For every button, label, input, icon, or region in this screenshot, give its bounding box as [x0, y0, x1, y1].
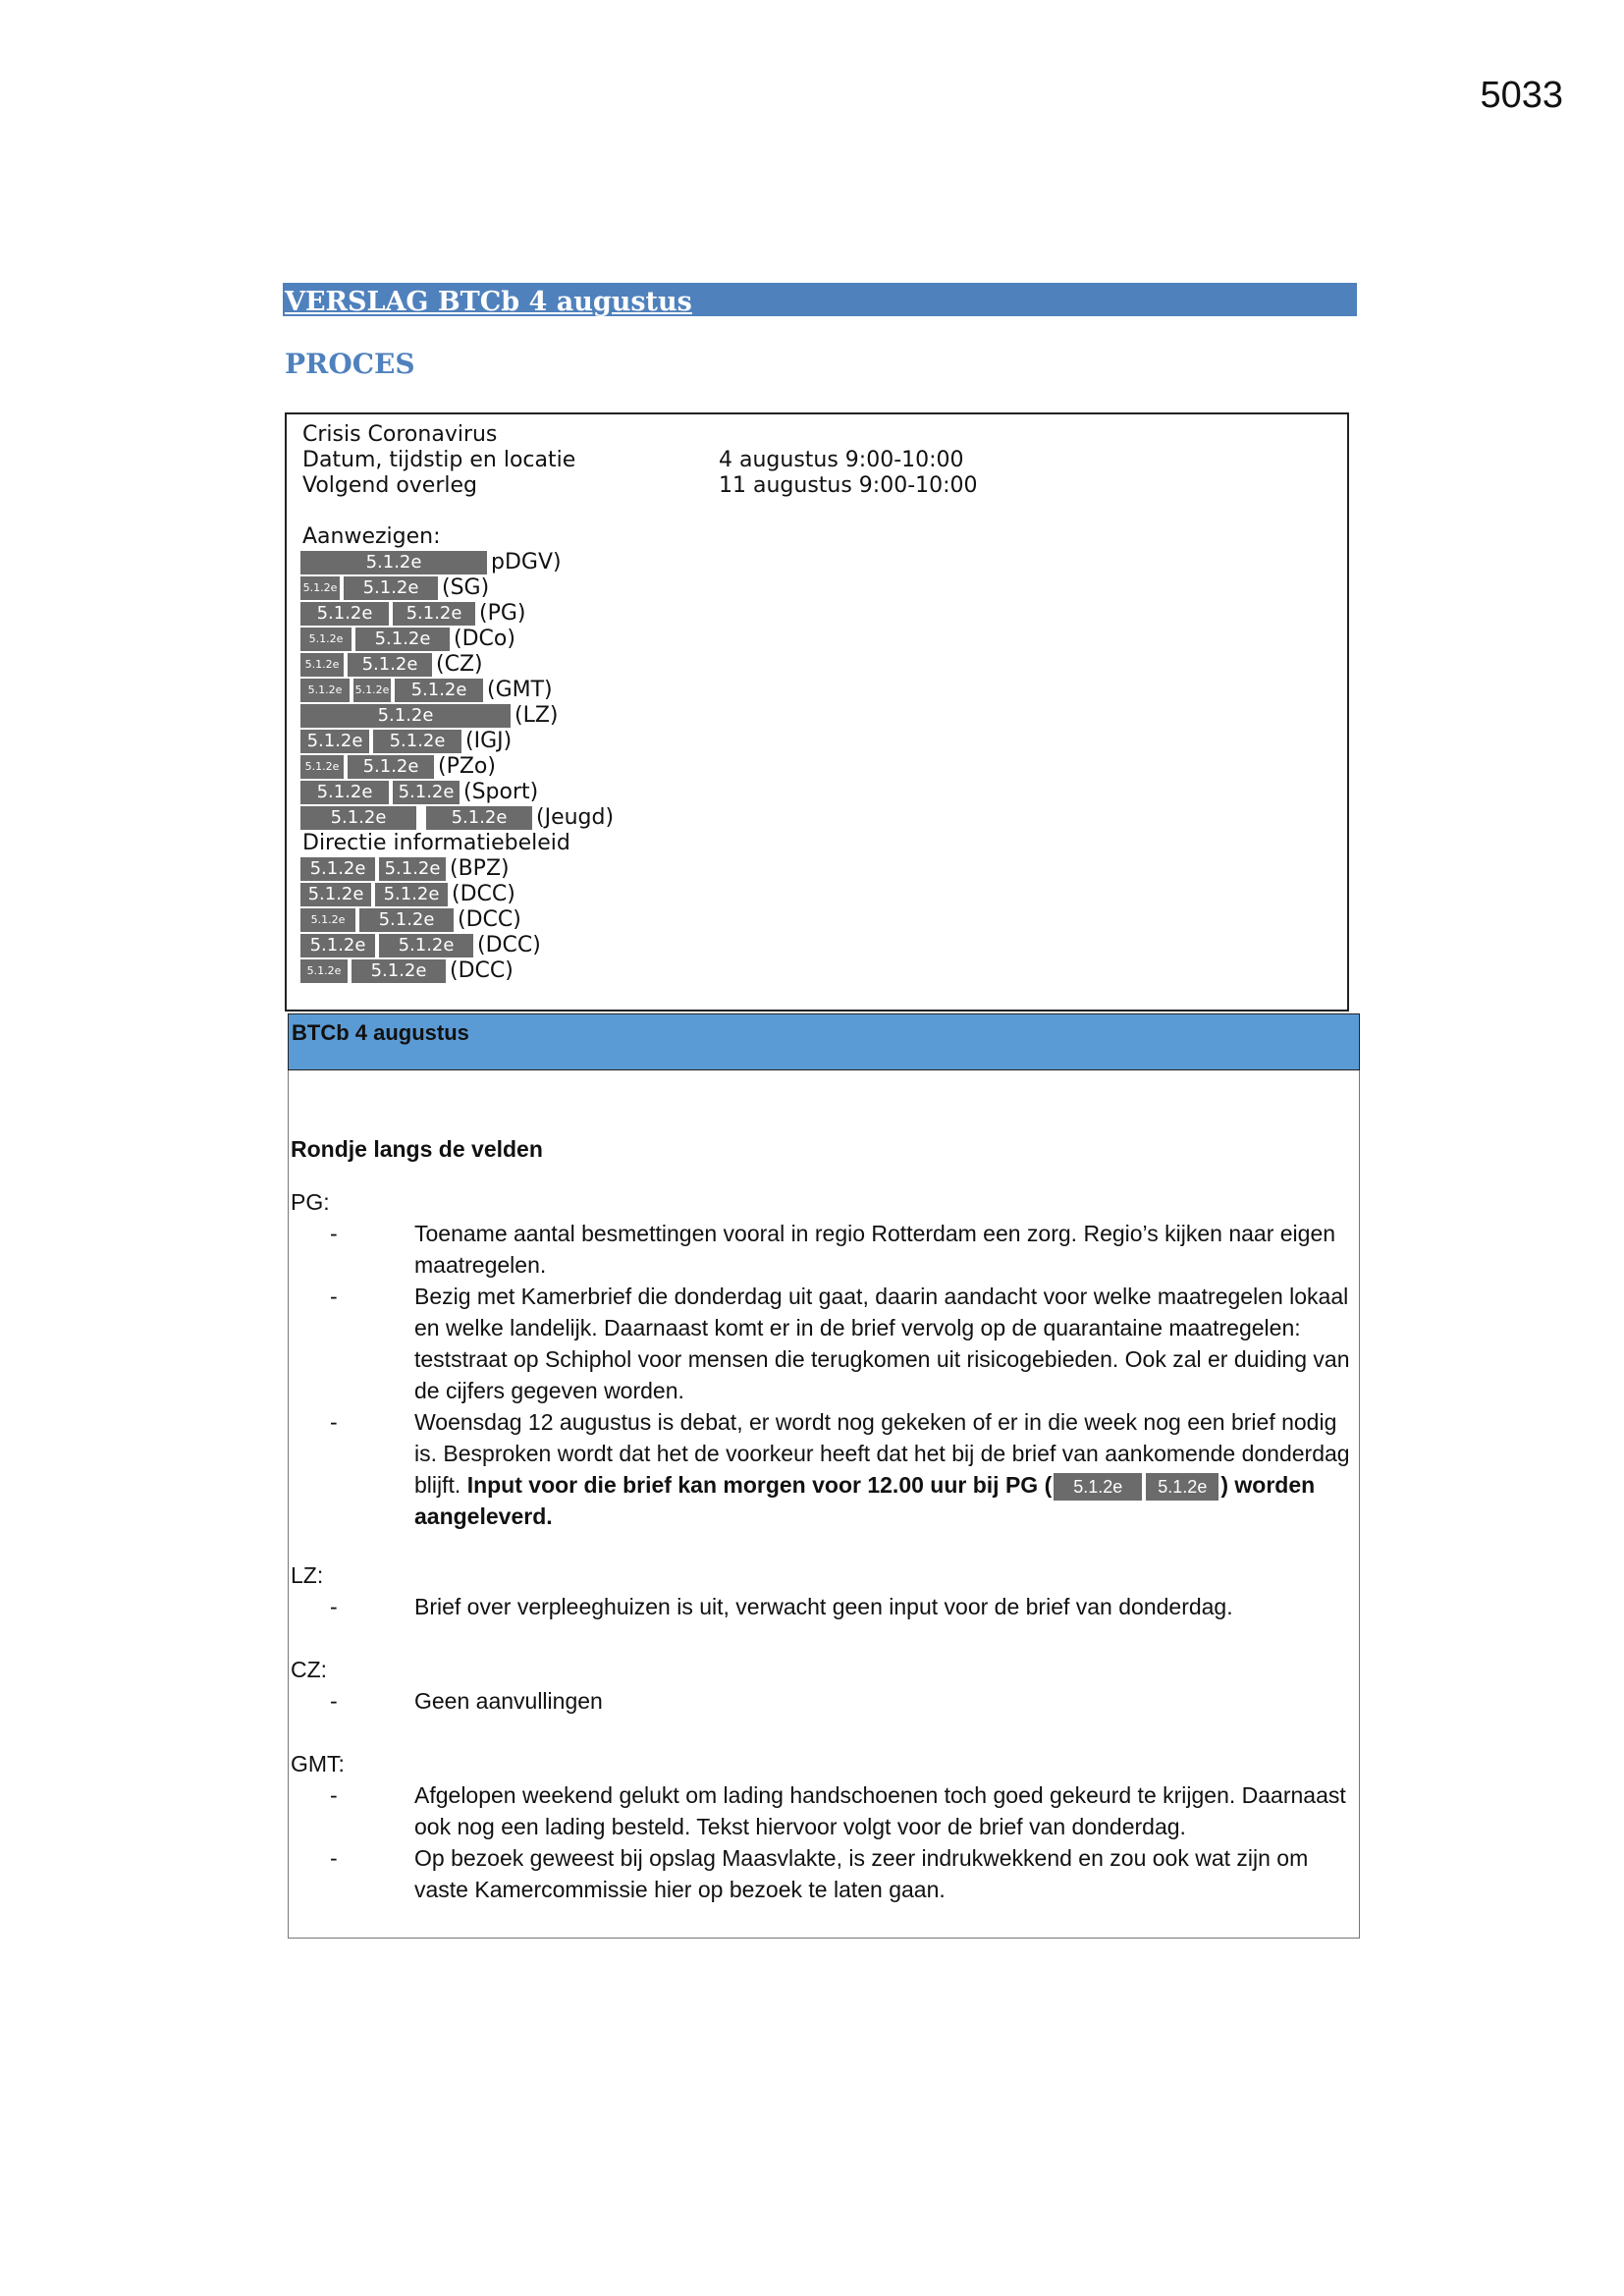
- bullet-dash: -: [330, 1845, 338, 1871]
- section-label-pg: PG:: [291, 1189, 330, 1215]
- attendee-role: (PG): [479, 601, 526, 626]
- volgend-label: Volgend overleg: [302, 473, 477, 498]
- bullet-dash: -: [330, 1221, 338, 1246]
- redaction: 5.1.2e: [300, 730, 369, 753]
- bullet-text: Bezig met Kamerbrief die donderdag uit gaat, daarin aandacht voor welke maatregelen lokaal en welke landelijk. Daarnaast komt er in de brief vervolg op de quarantaine maatregelen: teststraat op Schiphol voor mensen die terugkomen uit risicogebieden. Ook zal er duiding van de cijfers gegeven worden.: [414, 1284, 1350, 1403]
- attendee-row: [300, 958, 514, 984]
- redaction: 5.1.2e: [300, 628, 352, 651]
- section-heading: PROCES: [285, 348, 415, 380]
- attendee-role: (BPZ): [450, 856, 510, 881]
- section-label-cz: CZ:: [291, 1657, 328, 1682]
- redaction: 5.1.2e: [300, 959, 348, 983]
- bullet-text: Toename aantal besmettingen vooral in regio Rotterdam een zorg. Regio’s kijken naar eigen maatregelen.: [414, 1221, 1336, 1278]
- attendee-row: [300, 678, 553, 703]
- attendee-row: [300, 933, 541, 958]
- aanwezigen-label: Aanwezigen:: [302, 524, 441, 549]
- attendee-role: (DCo): [454, 627, 515, 651]
- subheading: Rondje langs de velden: [291, 1136, 543, 1162]
- bullet-dash: -: [330, 1688, 338, 1714]
- attendee-row: [300, 805, 614, 831]
- redaction: 5.1.2e: [300, 806, 416, 830]
- attendee-role: (CZ): [436, 652, 483, 677]
- attendee-row: [300, 601, 525, 627]
- list-item: [330, 1685, 1357, 1717]
- redaction: 5.1.2e: [395, 679, 483, 702]
- section-label-gmt: GMT:: [291, 1751, 345, 1777]
- redaction: 5.1.2e: [426, 806, 532, 830]
- attendee-row: [300, 856, 510, 882]
- bullet-text: Brief over verpleeghuizen is uit, verwacht geen input voor de brief van donderdag.: [414, 1594, 1233, 1619]
- attendee-role: (PZo): [438, 754, 496, 779]
- meeting-header: BTCb 4 augustus: [288, 1013, 1360, 1070]
- attendee-row: [300, 627, 515, 652]
- attendee-row: [300, 907, 521, 933]
- redaction: 5.1.2e: [300, 934, 375, 957]
- redaction: 5.1.2e: [1054, 1473, 1142, 1501]
- bullet-dash: -: [330, 1409, 338, 1435]
- redaction: 5.1.2e: [373, 730, 461, 753]
- attendee-role: (GMT): [487, 678, 553, 702]
- redaction: 5.1.2e: [352, 959, 446, 983]
- page-number: 5033: [1480, 75, 1563, 116]
- redaction: 5.1.2e: [300, 704, 511, 728]
- list-item: [330, 1842, 1357, 1905]
- meeting-body: [288, 1070, 1360, 1939]
- bullet-text: Afgelopen weekend gelukt om lading handschoenen toch goed gekeurd te krijgen. Daarnaast ook nog een lading besteld. Tekst hiervoor volgt voor de brief van donderdag.: [414, 1782, 1346, 1839]
- bullet-text: Op bezoek geweest bij opslag Maasvlakte, is zeer indrukwekkend en zou ook wat zijn om vaste Kamercommissie hier op bezoek te laten gaan.: [414, 1845, 1309, 1902]
- redaction: 5.1.2e: [300, 551, 487, 574]
- attendee-row: [300, 703, 559, 729]
- bullet-dash: -: [330, 1782, 338, 1808]
- attendee-role: (DCC): [450, 958, 514, 983]
- attendee-role: (LZ): [514, 703, 559, 728]
- bullet-dash: -: [330, 1594, 338, 1619]
- redaction: 5.1.2e: [348, 653, 432, 677]
- directie-label: Directie informatiebeleid: [302, 831, 570, 855]
- bold-instruction: [414, 1472, 1315, 1529]
- redaction: 5.1.2e: [300, 602, 389, 626]
- redaction: 5.1.2e: [300, 755, 344, 779]
- bullet-text: Geen aanvullingen: [414, 1688, 603, 1714]
- redaction: 5.1.2e: [300, 679, 350, 702]
- redaction: 5.1.2e: [344, 576, 438, 600]
- redaction: 5.1.2e: [348, 755, 434, 779]
- volgend-value: 11 augustus 9:00-10:00: [719, 473, 978, 498]
- attendee-role: (DCC): [477, 933, 541, 957]
- crisis-label: Crisis Coronavirus: [302, 422, 498, 447]
- bullet-dash: -: [330, 1284, 338, 1309]
- attendee-role: (DCC): [458, 907, 521, 932]
- attendee-role: (IGJ): [465, 729, 513, 753]
- redaction: 5.1.2e: [1146, 1473, 1218, 1501]
- redaction: 5.1.2e: [300, 883, 371, 906]
- redaction: 5.1.2e: [379, 857, 446, 881]
- attendee-role: pDGV): [491, 550, 562, 574]
- attendee-row: [300, 652, 483, 678]
- redaction: 5.1.2e: [393, 781, 460, 804]
- list-item: [330, 1281, 1357, 1406]
- document-title: VERSLAG BTCb 4 augustus: [283, 283, 1357, 316]
- attendee-row: [300, 754, 496, 780]
- attendee-role: (Jeugd): [536, 805, 615, 830]
- redaction: 5.1.2e: [353, 679, 391, 702]
- attendee-row: [300, 882, 515, 907]
- redaction: 5.1.2e: [375, 883, 448, 906]
- datum-value: 4 augustus 9:00-10:00: [719, 448, 964, 472]
- datum-label: Datum, tijdstip en locatie: [302, 448, 576, 472]
- redaction: 5.1.2e: [359, 908, 454, 932]
- redaction: 5.1.2e: [355, 628, 450, 651]
- redaction: 5.1.2e: [300, 576, 340, 600]
- attendee-role: (Sport): [463, 780, 539, 804]
- bullet-text: Woensdag 12 augustus is debat, er wordt nog gekeken of er in die week nog een brief nodig is. Besproken wordt dat het de voorkeur heeft dat het bij de brief van aankomende donderdag blijft.: [414, 1409, 1350, 1498]
- redaction: 5.1.2e: [300, 857, 375, 881]
- bold-text: Input voor die brief kan morgen voor 12.00 uur bij PG (: [466, 1472, 1053, 1498]
- section-label-lz: LZ:: [291, 1562, 324, 1588]
- meeting-info-box: [285, 412, 1349, 1011]
- list-item: [330, 1218, 1357, 1281]
- redaction: 5.1.2e: [379, 934, 473, 957]
- list-item: [330, 1406, 1357, 1532]
- attendee-row: [300, 575, 489, 601]
- bold-end: ): [1220, 1472, 1228, 1498]
- redaction: 5.1.2e: [393, 602, 475, 626]
- attendee-row: [300, 550, 562, 575]
- attendee-row: [300, 780, 538, 805]
- bold-tail: worden aangeleverd.: [414, 1472, 1316, 1529]
- list-item: [330, 1591, 1357, 1622]
- redaction: 5.1.2e: [300, 653, 344, 677]
- attendee-row: [300, 729, 512, 754]
- attendee-role: (SG): [442, 575, 490, 600]
- redaction: 5.1.2e: [300, 908, 355, 932]
- redaction: 5.1.2e: [300, 781, 389, 804]
- attendee-role: (DCC): [452, 882, 515, 906]
- bullet-text-group: [414, 1406, 1357, 1532]
- list-item: [330, 1779, 1357, 1842]
